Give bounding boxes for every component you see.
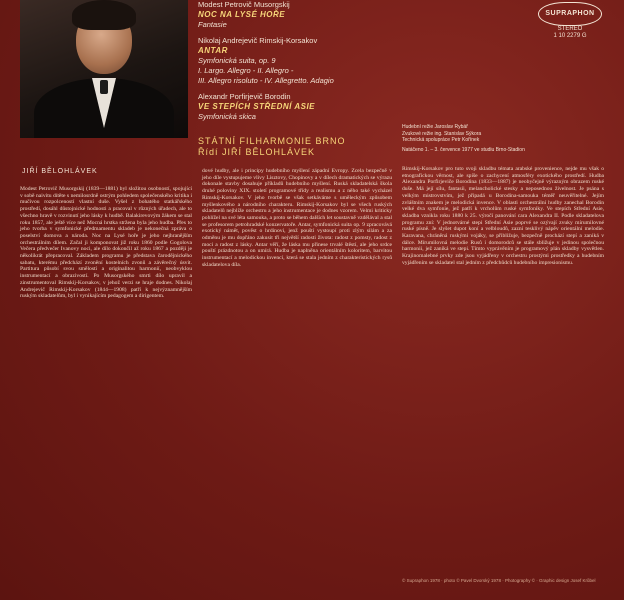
orchestra-name: STÁTNÍ FILHARMONIE BRNO xyxy=(198,136,346,146)
supraphon-logo: SUPRAPHON xyxy=(538,2,602,26)
copyright-footer: © Supraphon 1978 · photo © Pavel Dvorský 1978 · Photography © · Graphic design Josef Krůbel xyxy=(402,578,596,583)
conductor-name: Řídí JIŘÍ BĚLOHLÁVEK xyxy=(198,147,316,157)
credit-line: Technická spolupráce Petr Kořínek xyxy=(402,137,480,143)
works-listing xyxy=(198,0,498,122)
liner-notes-column-1: Modest Petrovič Musorgskij (1839—1881) byl složitou osobností, spojující v sobě naivitu dítěte s nemilosrdně ostrým pohledem společenského kritika i mučivou rozpolceností vlastní duše. Vyšel z bohatého statkářského prostředí, dosáhl důstojnické hodnosti a pracoval v různých úřadech, ale to všechno hravě v rozvinutí jeho lásky k hudbě. Balakirevovým žákem se stal roku 1857, ale ještě více než Mocná hrstka stržena byla jeho hudba. Přes to jeho tvorba v symfonické předmamentu skladeb je nekonečná zpráva o poselství domova a národa. Noc na Lysé hoře je jeho nejhranějším orchestrálním dílem. Začal ji komponovat již roku 1860 podle Gogolova Večera předvečer Ivanovy noci, ale dílo dokončil až roku 1867 a později je několikrát přepracoval. Základem programu je představa čarodějnického sabatu, kterému předchází zvonění kostelních zvonů a závěrečný úsvit. Partitura působí svou smělostí a originalitou harmonií, neobvyklou instrumentací a obrazivostí. Po Musorgského smrti dílo upravil a zinstrumentoval Rimskij-Korsakov, v jehož verzi se hraje dodnes. Nikolaj Andrejevič Rimskij-Korsakov (1844—1908) patří k nejvýznamnějším ruským skladatelům, byl i vynikajícím pedagogem a dirigentem. xyxy=(20,186,192,300)
work-movements: III. Allegro risoluto - IV. Allegretto. Adagio xyxy=(198,76,334,85)
production-credits xyxy=(402,124,612,153)
work-subtitle: Symfonická suita, op. 9 xyxy=(198,56,276,65)
work-title: ANTAR xyxy=(198,46,228,55)
liner-notes-column-3: Rimskij-Korsakov pro tuto svoji skladbu témata arabské provenience, nejde mu však o etnografickou věrnost, ale spíše o zachycení atmosféry exotického prostředí. Hudba Alexandra Porfirjeviče Borodina (1833—1887) je neobyčejně výrazným obrazem ruské duše. Má její sílu, fantasii, melancholické stesky a neposednou živelnost. Je psána s velkým mistrovstvím, jež připadá u Borodina-samouka téměř neuvěřitelné. Jejím zvláštním znakem je melodická invence. V oblasti orchestrální hudby zanechal Borodin velké dva symfonie, jež patří k vrcholům ruské symfoniky. Ve stepích Střední Asie, skladba vznikla roku 1880 k 25. výročí panování cara Alexandra II. Podle skladatelova programu zní: V jednotvárné stepi Střední Asie poprvé se ozývají zvuky mírumilovné ruské písně. Je slyšet dupot koní a velbloudů, zazní tesklivý nápěv orientální melodie. Karavana, chráněná ruskými vojáky, se přibližuje, bezpečně prochází stepí a zaniká v dálce. Mírumilovná melodie Rusů i domorodců se stále sbližuje v jedinou společnou harmonii, jež zaniká ve stepi. Tímto vyprávěním je programový plán skladby vysvětlen. Krajinomalebné prvky zde jsou vyjádřeny v orchestru prostými prostředky a hudebním vyjádřením se skladatel stal jedním z předchůdců hudebního impresionismu. xyxy=(402,166,604,266)
work-title: NOC NA LYSÉ HOŘE xyxy=(198,10,286,19)
recording-info: Natáčeno 1. – 3. července 1977 ve studiu Brno-Stadion xyxy=(402,146,525,153)
work-movements: I. Largo. Allegro - II. Allegro - xyxy=(198,66,294,75)
work-title: VE STEPÍCH STŘEDNÍ ASIE xyxy=(198,102,315,111)
conductor-portrait xyxy=(20,0,188,138)
portrait-bowtie xyxy=(100,80,108,94)
liner-notes-column-2: dové hudby, ale i principy hudebního myšlení západní Evropy. Zcela bezpečně v jeho díle vystupujeme vlivy Lisztovy, Chopinovy a v dílech dramatických se výrazu dokonale stavby dosahuje příkladů hudebního myšlení. Ruská skladatelská škola druhé poloviny XIX. století programové třídy a realismu a z něho také vycházel Rimskij-Korsakov. V jeho tvorbě se však setkáváme s uměleckým způsobem myšlenkového a národního charakteru. Rimskij-Korsakov byl se všech ruských skladatelů nejblíže orchestru a jeho instrumentace je dodnes vzorem. Velmi kriticky pohlížel na své léta samouka, a proto se během dalších let soustavně vzdělával a stal se profesorem petrohradské konzervatoře. Antar, symfonická suita op. 9 zpracovává exotický námět, pověst o hrdinovi, jenž pouští vystoupí proti zlým silám a za odměnu je mu dopřáno zakusit tři největší radosti života: radost z pomsty, radost z moci a radost z lásky. Antar věří, že láska mu přinese trvalé štěstí, ale jeho srdce pouští prázdnotou a on umírá. Hudba je naplněna orientálním koloritem, barvitou instrumentací a melodickou invencí, která se stala jedním z charakteristických rysů skladatelova díla. xyxy=(202,168,392,268)
work-subtitle: Fantasie xyxy=(198,20,227,29)
portrait-hair xyxy=(72,0,136,30)
format-text: STEREO xyxy=(557,26,583,32)
performers xyxy=(198,136,346,158)
portrait-caption: JIŘÍ BĚLOHLÁVEK xyxy=(22,168,98,175)
work-composer: Modest Petrovič Musorgskij xyxy=(198,0,290,9)
work-subtitle: Symfonická skica xyxy=(198,112,256,121)
catalog-number: 1 10 2279 G xyxy=(553,33,587,39)
work-composer: Alexandr Porfirjevič Borodin xyxy=(198,92,291,101)
work-composer: Nikolaj Andrejevič Rimskij-Korsakov xyxy=(198,36,318,45)
record-label-badge xyxy=(537,0,603,46)
credit-line: Zvukové režie ing. Stanislav Sýkora xyxy=(402,130,482,137)
credit-line: Hudební režie Jaroslav Rybář xyxy=(402,124,468,130)
